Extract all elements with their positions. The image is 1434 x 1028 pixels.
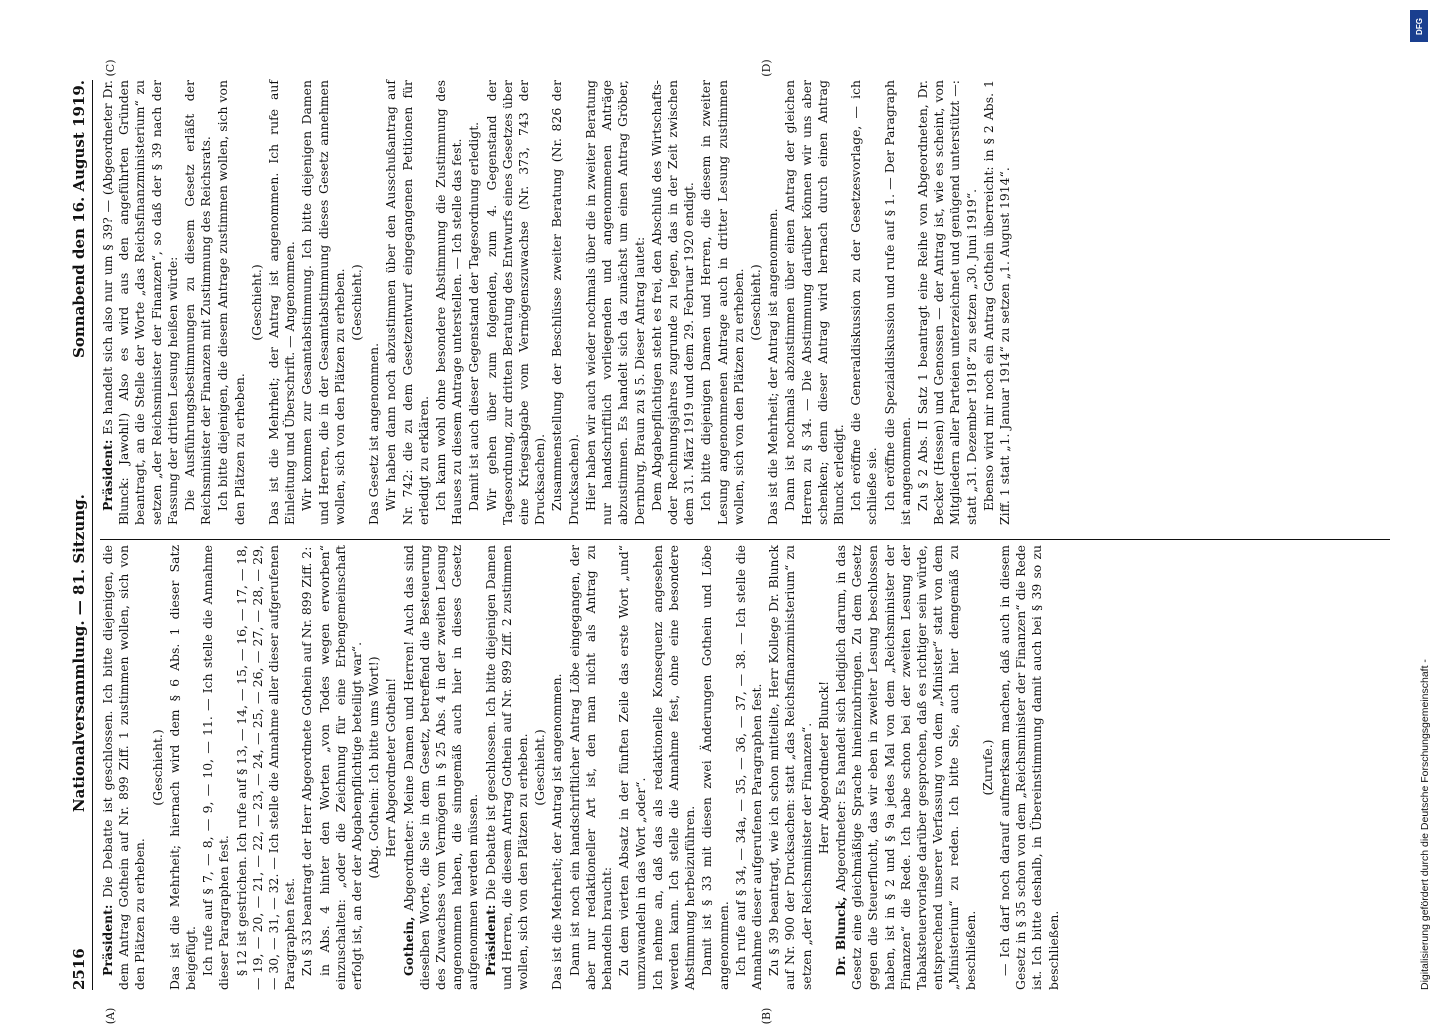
paragraph-text: Das ist die Mehrheit; der Antrag ist angenommen. Ich rufe auf Einleitung und Überschrift. — Angenommen. (266, 80, 298, 525)
paragraph-text: Die Debatte ist geschlossen. Ich bitte diejenigen, die dem Antrag Gothein auf Nr. 899 Ziff. 1 zustimmen wollen, sich von den Plätzen zu erheben. (100, 545, 148, 990)
speaker-name: Präsident: (100, 904, 115, 976)
marker-a: (A) (104, 1007, 117, 1025)
paragraph-text: (Zurufe.) (979, 739, 995, 796)
marker-d: (D) (760, 59, 773, 77)
paragraph-text: (Geschieht.) (349, 264, 365, 341)
paragraph-text: Abgeordneter: Meine Damen und Herren! Auch das sind dieselben Worte, die Sie in dem Gesetz, betreffend die Besteuerung des Zuwachses vom Vermögen in § 25 Abs. 4 in der zweiten Lesung angenommen haben, die sinngemäß auch hier in dieses Gesetz aufgenommen werden müssen. (400, 545, 481, 990)
paragraph (848, 80, 880, 525)
paragraph-text: (Geschieht.) (747, 264, 763, 341)
paragraph (699, 545, 731, 990)
paragraph (816, 545, 832, 990)
paragraph-text: (Abg. Gothein: Ich bitte ums Wort!) (366, 656, 382, 879)
paragraph-text: Die Ausführungsbestimmungen zu diesem Gesetz erläßt der Reichsminister der Finanzen mit Zustimmung des Reichsrats. (182, 80, 214, 525)
paragraph-text: Abgeordneter: Es handelt sich lediglich darum, in das Gesetz eine gleichmäßige Sprache hineinzubringen. Zu dem Gesetz gegen die Steuerflucht, das wir eben in zweiter Lesung beschlossen haben, ist in § 2 und § 9a jedes Mal von dem „Reichsminister der Finanzen“ die Rede. Ich habe schon bei der zweiten Lesung der Tabaksteuervorlage darüber gesprochen, daß es richtiger sein würde, entsprechend unserer Verfassung von dem „Minister“ statt von dem „Ministerium“ zu reden. Ich bitte Sie, auch hier demgemäß zu beschließen. (832, 545, 978, 990)
paragraph (748, 80, 764, 525)
paragraph (649, 80, 698, 525)
paragraph (483, 545, 532, 990)
dfg-logo: DFG (1410, 10, 1428, 42)
paragraph-text: Ich rufe auf § 34, — 34a, — 35, — 36, — 37, — 38. — Ich stelle die Annahme dieser aufgerufenen Paragraphen fest. (732, 545, 764, 990)
paragraph-text: — Ich darf noch darauf aufmerksam machen, daß auch in diesem Gesetz in § 35 schon von dem „Reichsminister der Finanzen“ die Rede ist. Ich bitte deshalb, in Übereinstimmung damit auch bei § 39 so zu beschließen. (996, 545, 1061, 990)
paragraph (782, 80, 847, 525)
paragraph (650, 545, 699, 990)
paragraph-text: Ich kann wohl ohne besondere Abstimmung die Zustimmung des Hauses zu diesem Antrage unterstellen. — Ich stelle das fest. (433, 80, 465, 525)
paragraph (698, 80, 747, 525)
marker-c: (C) (104, 59, 117, 77)
paragraph (182, 80, 214, 525)
paragraph (100, 80, 181, 525)
paragraph (234, 545, 299, 990)
paragraph (299, 80, 348, 525)
paragraph-text: Zu § 33 beantragt der Herr Abgeordnete Gothein auf Nr. 899 Ziff. 2: (299, 546, 315, 976)
paragraph-text: Wir haben dann noch abzustimmen über den Ausschußantrag auf Nr. 742: die zu dem Gesetzentwurf eingegangenen Petitionen für erledigt zu erklären. (383, 80, 431, 525)
paragraph (349, 80, 365, 525)
page-number: 2516 (70, 948, 88, 990)
paragraph-text: Das Gesetz ist angenommen. (366, 342, 382, 525)
paragraph-text: (Geschieht.) (248, 264, 264, 341)
paragraph (200, 545, 232, 990)
paragraph-text: Die Debatte ist geschlossen. Ich bitte diejenigen Damen und Herren, die diesem Antrag Gothein auf Nr. 899 Ziff. 2 zustimmen wollen, sich von den Plätzen zu erheben. (482, 545, 531, 990)
session-date: Sonnabend den 16. August 1919. (70, 80, 88, 358)
paragraph (215, 80, 247, 525)
column-divider (100, 539, 1390, 540)
paragraph (383, 80, 432, 525)
paragraph (150, 545, 166, 990)
paragraph (366, 545, 382, 990)
paragraph-text: Wir gehen über zum folgenden, zum 4. Gegenstand der Tagesordnung, zur dritten Beratung des Entwurfs eines Gesetzes über eine Kriegsabgabe vom Vermögenszuwachse (Nr. 373, 743 der Drucksachen). (483, 80, 548, 525)
paragraph (733, 545, 765, 990)
speaker-name: Gothein, (400, 916, 416, 976)
paragraph (549, 545, 565, 990)
paragraph-text: § 12 ist gestrichen. Ich rufe auf § 13, — 14, — 15, — 16, — 17, — 18, — 19, — 20, — 21, — 22, — 23, — 24, — 25, — 26, — 27, — 28, — 29, — 30, — 31, — 32. — Ich stelle die Annahme aller dieser aufgerufenen Paragraphen fest. (233, 545, 298, 990)
paragraph-text: Es handelt sich also nur um § 39? — (Abgeordneter Dr. Blunck: Jawohl!) Also es wird aus den angeführten Gründen beantragt, an die Stelle der Worte „das Reichsfinanzministerium“ zu setzen „der Reichsminister der Finanzen“, so daß der § 39 nach der Fassung der dritten Lesung heißen würde: (100, 80, 180, 525)
paragraph-text: Damit ist § 33 mit diesen zwei Änderungen Gothein und Löbe angenommen. (699, 545, 731, 990)
paragraph-text: (Geschieht.) (149, 729, 165, 806)
speaker-name: Dr. Blunck, (832, 896, 848, 976)
paragraph-text: Das ist die Mehrheit; der Antrag ist angenommen. (549, 673, 565, 990)
paragraph (383, 545, 399, 990)
paragraph (366, 80, 382, 525)
paragraph-text: Ich eröffne die Generaldiskussion zu der Gesetzesvorlage, — ich schließe sie. (848, 80, 880, 525)
right-column (100, 80, 1014, 525)
left-column (100, 545, 1063, 990)
paragraph-text: Ich eröffne die Spezialdiskussion und rufe auf § 1. — Der Paragraph ist angenommen. (881, 80, 913, 525)
paragraph-text: Dann ist noch ein handschriftlicher Antrag Löbe eingegangen, der aber nur redaktioneller Art ist, den man nicht als Antrag zu behandeln braucht: (566, 545, 615, 990)
paragraph-text: Wir kommen zur Gesamtabstimmung. Ich bitte diejenigen Damen und Herren, die in der Gesamtabstimmung dieses Gesetz annehmen wollen, sich von den Plätzen zu erheben. (299, 80, 347, 525)
speaker-name: Präsident: (100, 439, 115, 511)
paragraph-text: Das ist die Mehrheit; der Antrag ist angenommen. (765, 208, 781, 525)
paragraph (766, 545, 815, 990)
paragraph-text: (Geschieht.) (532, 729, 548, 806)
page-header (60, 80, 88, 990)
paragraph (549, 80, 581, 525)
paragraph-text: Das ist die Mehrheit; hiernach wird dem § 6 Abs. 1 dieser Satz beigefügt. (166, 545, 199, 990)
paragraph (100, 545, 149, 990)
paragraph (583, 80, 648, 525)
dfg-credit: Digitalisierung gefördert durch die Deutsche Forschungsgemeinschaft - (1419, 659, 1431, 990)
paragraph (249, 80, 265, 525)
paragraph-text: Dem Abgabepflichtigen steht es frei, den Abschluß des Wirtschafts- oder Rechnungsjahres zugrunde zu legen, das in der Zeit zwischen dem 31. März 1919 und dem 29. Februar 1920 endigt. (648, 80, 697, 525)
paragraph (833, 545, 979, 990)
paragraph-text: Ich bitte diejenigen, die diesem Antrage zustimmen wollen, sich von den Plätzen zu erheben. (215, 80, 247, 525)
paragraph-text: Ich bitte diejenigen Damen und Herren, die diesem in zweiter Lesung angenommenen Antrage auch in dritter Lesung zustimmen wollen, sich von den Plätzen zu erheben. (698, 80, 746, 525)
paragraph (567, 545, 616, 990)
paragraph (980, 545, 996, 990)
session-title: Nationalversammlung. — 81. Sitzung. (70, 494, 88, 813)
paragraph-text: Zu dem vierten Absatz in der fünften Zeile das erste Wort „und“ umzuwandeln in das Wort „oder“. (616, 545, 648, 990)
paragraph-text: Damit ist auch dieser Gegenstand der Tagesordnung erledigt. (466, 121, 482, 511)
paragraph-text: in Abs. 4 hinter den Worten „von Todes wegen erworben“ einzuschalten: „oder die Zeichnung für eine Erbengemeinschaft erfolgt ist, an der der Abgabenpflichtige beteiligt war“. (316, 545, 365, 990)
paragraph (266, 80, 298, 525)
paragraph (915, 80, 980, 525)
paragraph (466, 80, 482, 525)
paragraph-text: Zu § 39 beantragt, wie ich schon mitteilte, Herr Kollege Dr. Blunck auf Nr. 900 der Drucksachen: statt „das Reichsfinanzministerium“ zu setzen „der Reichsminister der Finanzen“. (766, 545, 814, 990)
paragraph (765, 80, 781, 525)
dfg-sidebar (1408, 10, 1430, 1000)
paragraph-text: Zu § 2 Abs. II Satz 1 beantragt eine Reihe von Abgeordneten, Dr. Becker (Hessen) und Genossen — der Antrag ist, wie es scheint, von Mitgliedern aller Parteien unterzeichnet und genügend unterstützt —: statt „31. Dezember 1918“ zu setzen „30. Juni 1919“. (914, 80, 979, 525)
rotated-page (60, 59, 1410, 1025)
speaker-name: Präsident: (482, 904, 498, 976)
paragraph-text: Ebenso wird mir noch ein Antrag Gothein überreicht: in § 2 Abs. 1 Ziff. 1 statt „1. Januar 1914“ zu setzen „1. August 1914“. (980, 80, 1012, 525)
paragraph-text: Ich nehme an, daß das als redaktionelle Konsequenz angesehen werden kann. Ich stelle die Annahme fest, ohne eine besondere Abstimmung herbeizuführen. (649, 545, 698, 990)
paragraph (882, 80, 914, 525)
paragraph (317, 545, 366, 990)
paragraph (401, 545, 482, 990)
paragraph (167, 545, 199, 990)
paragraph-text: Ich rufe auf § 7, — 8, — 9, — 10, — 11. — Ich stelle die Annahme dieser Paragraphen fest. (200, 545, 232, 990)
paragraph (433, 80, 465, 525)
paragraph (299, 545, 315, 990)
paragraph (616, 545, 648, 990)
paragraph-text: Dann ist nochmals abzustimmen über einen Antrag der gleichen Herren zu § 34. — Die Abstimmung darüber können wir uns aber schenken; denn dieser Antrag wird hernach durch einen Antrag Blunck erledigt. (782, 80, 846, 525)
header-rule (92, 80, 93, 990)
paragraph-text: Hier haben wir auch wieder nochmals über die in zweiter Beratung nur handschriftlich vorliegenden und angenommenen Anträge abzustimmen. Es handelt sich da zunächst um einen Antrag Gröber, Dernburg, Braun zu § 5. Dieser Antrag lautet: (582, 80, 647, 525)
paragraph (484, 80, 549, 525)
paragraph (532, 545, 548, 990)
marker-b: (B) (760, 1007, 773, 1025)
paragraph (997, 545, 1062, 990)
paragraph-text: Zusammenstellung der Beschlüsse zweiter Beratung (Nr. 826 der Drucksachen). (549, 80, 581, 525)
paragraph-text: Herr Abgeordneter Gothein! (383, 677, 399, 858)
paragraph (981, 80, 1013, 525)
paragraph-text: Herr Abgeordneter Blunck! (815, 680, 831, 855)
